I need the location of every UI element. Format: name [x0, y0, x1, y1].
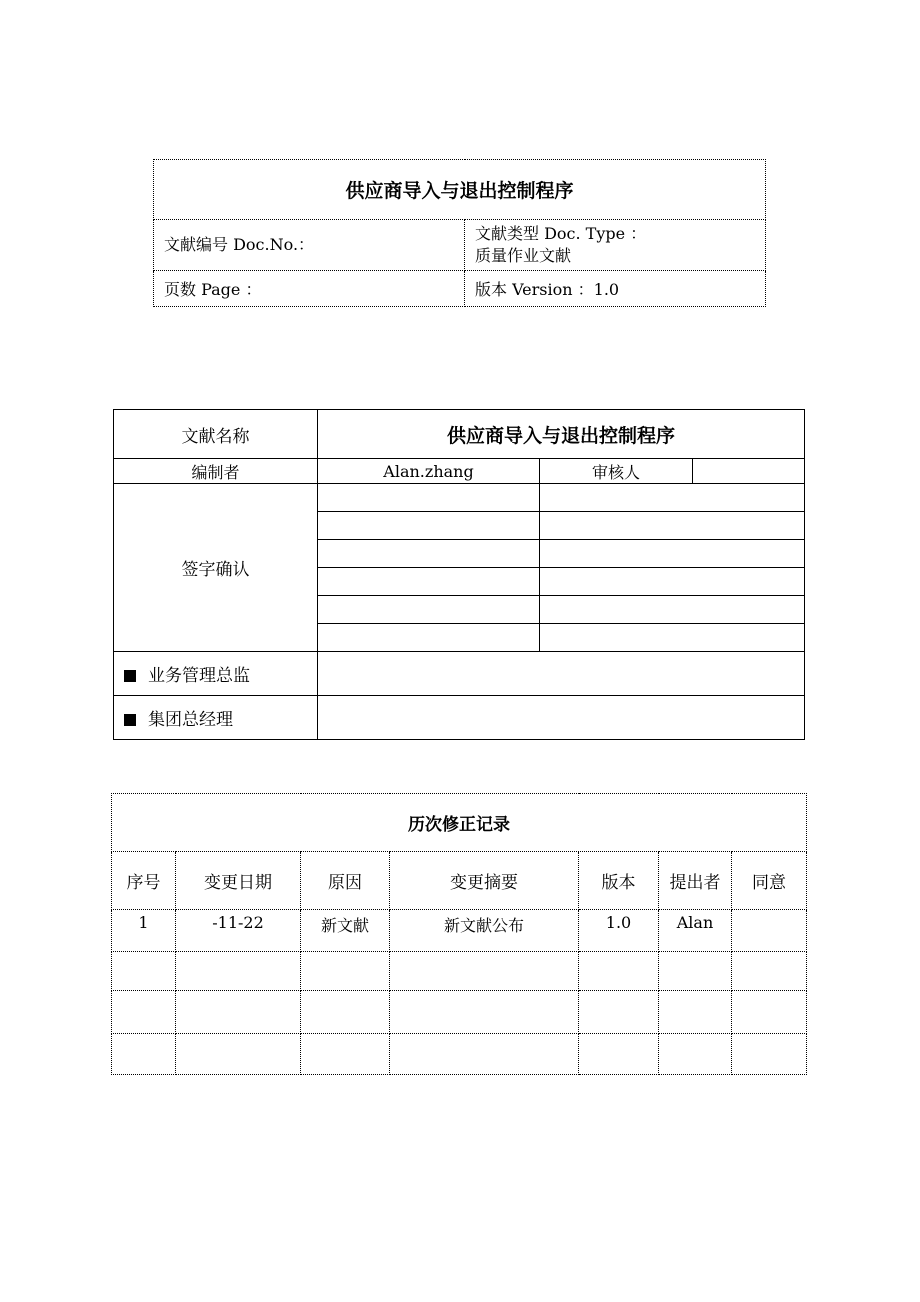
business-director-sign — [318, 652, 805, 696]
signature-cell — [318, 596, 540, 624]
reviewer-value — [693, 459, 805, 484]
signature-cell — [318, 568, 540, 596]
square-bullet-icon — [124, 670, 136, 682]
table-row — [112, 910, 807, 952]
revision-header-row — [112, 852, 807, 910]
version-field: 版本 Version ：1.0 — [465, 271, 766, 307]
document-title: 供应商导入与退出控制程序 — [154, 160, 766, 220]
signature-cell — [540, 596, 805, 624]
cell-approval — [732, 910, 807, 952]
signature-cell — [540, 484, 805, 512]
col-header: 变更摘要 — [390, 852, 579, 910]
document-header-table — [153, 159, 766, 307]
cell-seq: 1 — [112, 910, 176, 952]
signature-cell — [540, 512, 805, 540]
doc-name-label: 文献名称 — [114, 410, 318, 459]
approval-table — [113, 409, 805, 740]
revision-title: 历次修正记录 — [112, 794, 807, 852]
cell-date: -11-22 — [176, 910, 301, 952]
signature-cell — [540, 540, 805, 568]
signature-cell — [318, 484, 540, 512]
revision-history-table — [111, 793, 807, 1075]
table-row — [112, 991, 807, 1034]
cell-proposer: Alan — [659, 910, 732, 952]
author-label: 编制者 — [114, 459, 318, 484]
table-row — [112, 1034, 807, 1075]
doc-type-value: 质量作业文献 — [475, 246, 572, 265]
doc-type-label: 文献类型 Doc. Type ： — [475, 224, 647, 243]
general-manager-row: 集团总经理 — [114, 696, 318, 740]
author-value: Alan.zhang — [318, 459, 540, 484]
col-header: 版本 — [579, 852, 659, 910]
sign-confirm-label: 签字确认 — [114, 484, 318, 652]
signature-cell — [318, 540, 540, 568]
cell-version: 1.0 — [579, 910, 659, 952]
reviewer-label: 审核人 — [540, 459, 693, 484]
square-bullet-icon — [124, 714, 136, 726]
signature-cell — [540, 568, 805, 596]
signature-cell — [318, 512, 540, 540]
col-header: 序号 — [112, 852, 176, 910]
col-header: 提出者 — [659, 852, 732, 910]
doc-name-value: 供应商导入与退出控制程序 — [318, 410, 805, 459]
col-header: 原因 — [301, 852, 390, 910]
cell-reason: 新文献 — [301, 910, 390, 952]
signature-cell — [318, 624, 540, 652]
business-director-row: 业务管理总监 — [114, 652, 318, 696]
doc-type-field — [465, 220, 766, 271]
signature-cell — [540, 624, 805, 652]
col-header: 变更日期 — [176, 852, 301, 910]
col-header: 同意 — [732, 852, 807, 910]
cell-summary: 新文献公布 — [390, 910, 579, 952]
doc-number-field: 文献编号 Doc.No.： — [154, 220, 465, 271]
page-count-field: 页数 Page ： — [154, 271, 465, 307]
table-row — [112, 952, 807, 991]
general-manager-sign — [318, 696, 805, 740]
